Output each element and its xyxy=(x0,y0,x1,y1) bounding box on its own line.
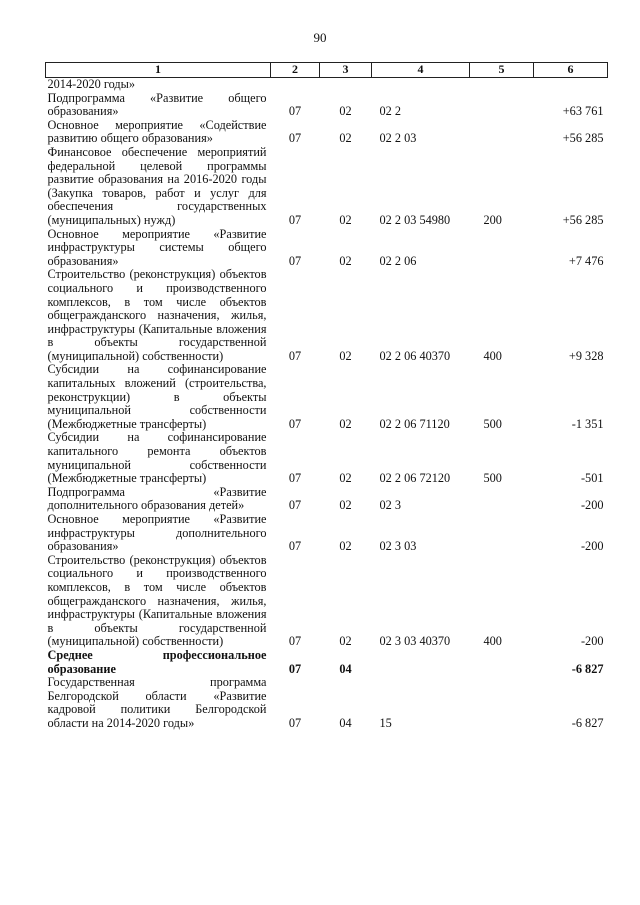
amount-cell: -6 827 xyxy=(571,715,604,730)
expense-type-cell: 500 xyxy=(483,471,502,486)
section-code-cell: 07 xyxy=(288,715,302,730)
section-code-cell: 07 xyxy=(288,634,302,649)
table-row xyxy=(46,119,608,146)
column-header: 6 xyxy=(534,63,608,78)
amount-cell: -501 xyxy=(580,471,604,486)
row-name-cell: Финансовое обеспечение мероприятий федеральной целевой программы развитие образования на 2016-2020 годы (Закупка товаров, работ и услуг для обеспечения государственных (муниципальных) нужд) xyxy=(47,144,267,227)
expense-type-cell: 200 xyxy=(483,212,502,227)
expense-type-cell xyxy=(470,92,534,119)
subsection-code-cell: 02 xyxy=(339,348,352,363)
table-row xyxy=(46,78,608,92)
table-body xyxy=(46,78,608,731)
table-row xyxy=(46,228,608,269)
subsection-code-cell: 02 xyxy=(339,212,352,227)
amount-cell xyxy=(534,78,608,92)
section-code-cell xyxy=(271,78,320,92)
row-name-cell: Субсидии на софинансирование капитальных вложений (строительства, реконструкции) в объекты муниципальной собственности (Межбюджетные трансферты) xyxy=(47,362,267,431)
row-name-cell: Подпрограмма «Развитие дополнительного образования детей» xyxy=(47,484,267,513)
subsection-code-cell: 02 xyxy=(339,634,352,649)
row-name-cell: Подпрограмма «Развитие общего образования» xyxy=(47,90,267,119)
row-name-cell: Среднее профессиональное образование xyxy=(47,647,267,676)
expense-type-cell xyxy=(470,486,534,513)
column-header: 1 xyxy=(46,63,271,78)
subsection-code-cell: 02 xyxy=(339,498,352,513)
target-article-cell: 02 2 03 54980 xyxy=(379,212,451,227)
target-article-cell xyxy=(372,78,470,92)
expense-type-cell: 400 xyxy=(483,348,502,363)
section-code-cell: 07 xyxy=(288,212,302,227)
row-name-cell: Основное мероприятие «Развитие инфраструктуры дополнительного образования» xyxy=(47,512,267,554)
expense-type-cell xyxy=(470,78,534,92)
table-row xyxy=(46,649,608,676)
row-name-cell: Государственная программа Белгородской области «Развитие кадровой политики Белгородской области на 2014-2020 годы» xyxy=(47,675,267,730)
expense-type-cell xyxy=(470,228,534,269)
table-row xyxy=(46,486,608,513)
table-row xyxy=(46,431,608,485)
subsection-code-cell: 04 xyxy=(339,661,352,676)
row-name-cell: Основное мероприятие «Развитие инфраструктуры системы общего образования» xyxy=(47,226,267,268)
table-row xyxy=(46,363,608,431)
expense-type-cell: 400 xyxy=(483,634,502,649)
subsection-code-cell: 02 xyxy=(339,253,352,268)
target-article-cell: 02 2 03 xyxy=(379,131,417,146)
amount-cell: -200 xyxy=(580,539,604,554)
target-article-cell: 02 2 06 40370 xyxy=(379,348,451,363)
section-code-cell: 07 xyxy=(288,348,302,363)
section-code-cell: 07 xyxy=(288,539,302,554)
subsection-code-cell: 02 xyxy=(339,539,352,554)
column-header: 4 xyxy=(372,63,470,78)
target-article-cell xyxy=(372,649,470,676)
expense-type-cell xyxy=(470,676,534,730)
table-row xyxy=(46,513,608,554)
target-article-cell: 02 2 xyxy=(379,104,402,119)
target-article-cell: 02 3 03 xyxy=(379,539,417,554)
section-code-cell: 07 xyxy=(288,416,302,431)
expense-type-cell xyxy=(470,649,534,676)
table-row xyxy=(46,146,608,228)
subsection-code-cell: 04 xyxy=(339,715,352,730)
target-article-cell: 02 2 06 71120 xyxy=(379,416,450,431)
row-name-cell: Основное мероприятие «Содействие развитию общего образования» xyxy=(47,117,267,146)
target-article-cell: 02 3 03 40370 xyxy=(379,634,451,649)
amount-cell: -200 xyxy=(580,498,604,513)
subsection-code-cell xyxy=(320,78,372,92)
expense-type-cell xyxy=(470,119,534,146)
subsection-code-cell: 02 xyxy=(339,471,352,486)
column-header: 2 xyxy=(271,63,320,78)
target-article-cell: 02 2 06 xyxy=(379,253,417,268)
column-header: 3 xyxy=(320,63,372,78)
target-article-cell: 15 xyxy=(379,715,392,730)
amount-cell: +9 328 xyxy=(568,348,604,363)
row-name-cell: Строительство (реконструкция) объектов социального и производственного комплексов, в том числе объектов общегражданского назначения, жилья, инфраструктуры (Капитальные вложения в объекты государственной (муниципальной) собственности) xyxy=(47,267,267,363)
amount-cell: +63 761 xyxy=(562,104,604,119)
section-code-cell: 07 xyxy=(288,471,302,486)
amount-cell: -6 827 xyxy=(571,661,604,676)
section-code-cell: 07 xyxy=(288,253,302,268)
section-code-cell: 07 xyxy=(288,104,302,119)
budget-table xyxy=(45,62,608,731)
amount-cell: -1 351 xyxy=(571,416,604,431)
page-number: 90 xyxy=(313,30,327,45)
table-header xyxy=(46,63,608,78)
table-row xyxy=(46,92,608,119)
amount-cell: +56 285 xyxy=(562,212,604,227)
amount-cell: +56 285 xyxy=(562,131,604,146)
table-row xyxy=(46,676,608,730)
amount-cell: +7 476 xyxy=(568,253,604,268)
row-name-cell: Строительство (реконструкция) объектов социального и производственного комплексов, в том числе объектов общегражданского назначения, жилья, инфраструктуры (Капитальные вложения в объекты государственной (муниципальной) собственности) xyxy=(47,552,267,649)
table-row xyxy=(46,268,608,363)
subsection-code-cell: 02 xyxy=(339,131,352,146)
row-name-cell: 2014-2020 годы» xyxy=(47,77,136,91)
section-code-cell: 07 xyxy=(288,498,302,513)
row-name-cell: Субсидии на софинансирование капитального ремонта объектов муниципальной собственности (Межбюджетные трансферты) xyxy=(47,430,267,486)
target-article-cell: 02 3 xyxy=(379,498,402,513)
header-row xyxy=(46,63,608,78)
subsection-code-cell: 02 xyxy=(339,104,352,119)
amount-cell: -200 xyxy=(580,634,604,649)
expense-type-cell: 500 xyxy=(483,416,502,431)
expense-type-cell xyxy=(470,513,534,554)
table-row xyxy=(46,554,608,649)
column-header: 5 xyxy=(470,63,534,78)
section-code-cell: 07 xyxy=(288,661,302,676)
section-code-cell: 07 xyxy=(288,131,302,146)
subsection-code-cell: 02 xyxy=(339,416,352,431)
target-article-cell: 02 2 06 72120 xyxy=(379,471,451,486)
